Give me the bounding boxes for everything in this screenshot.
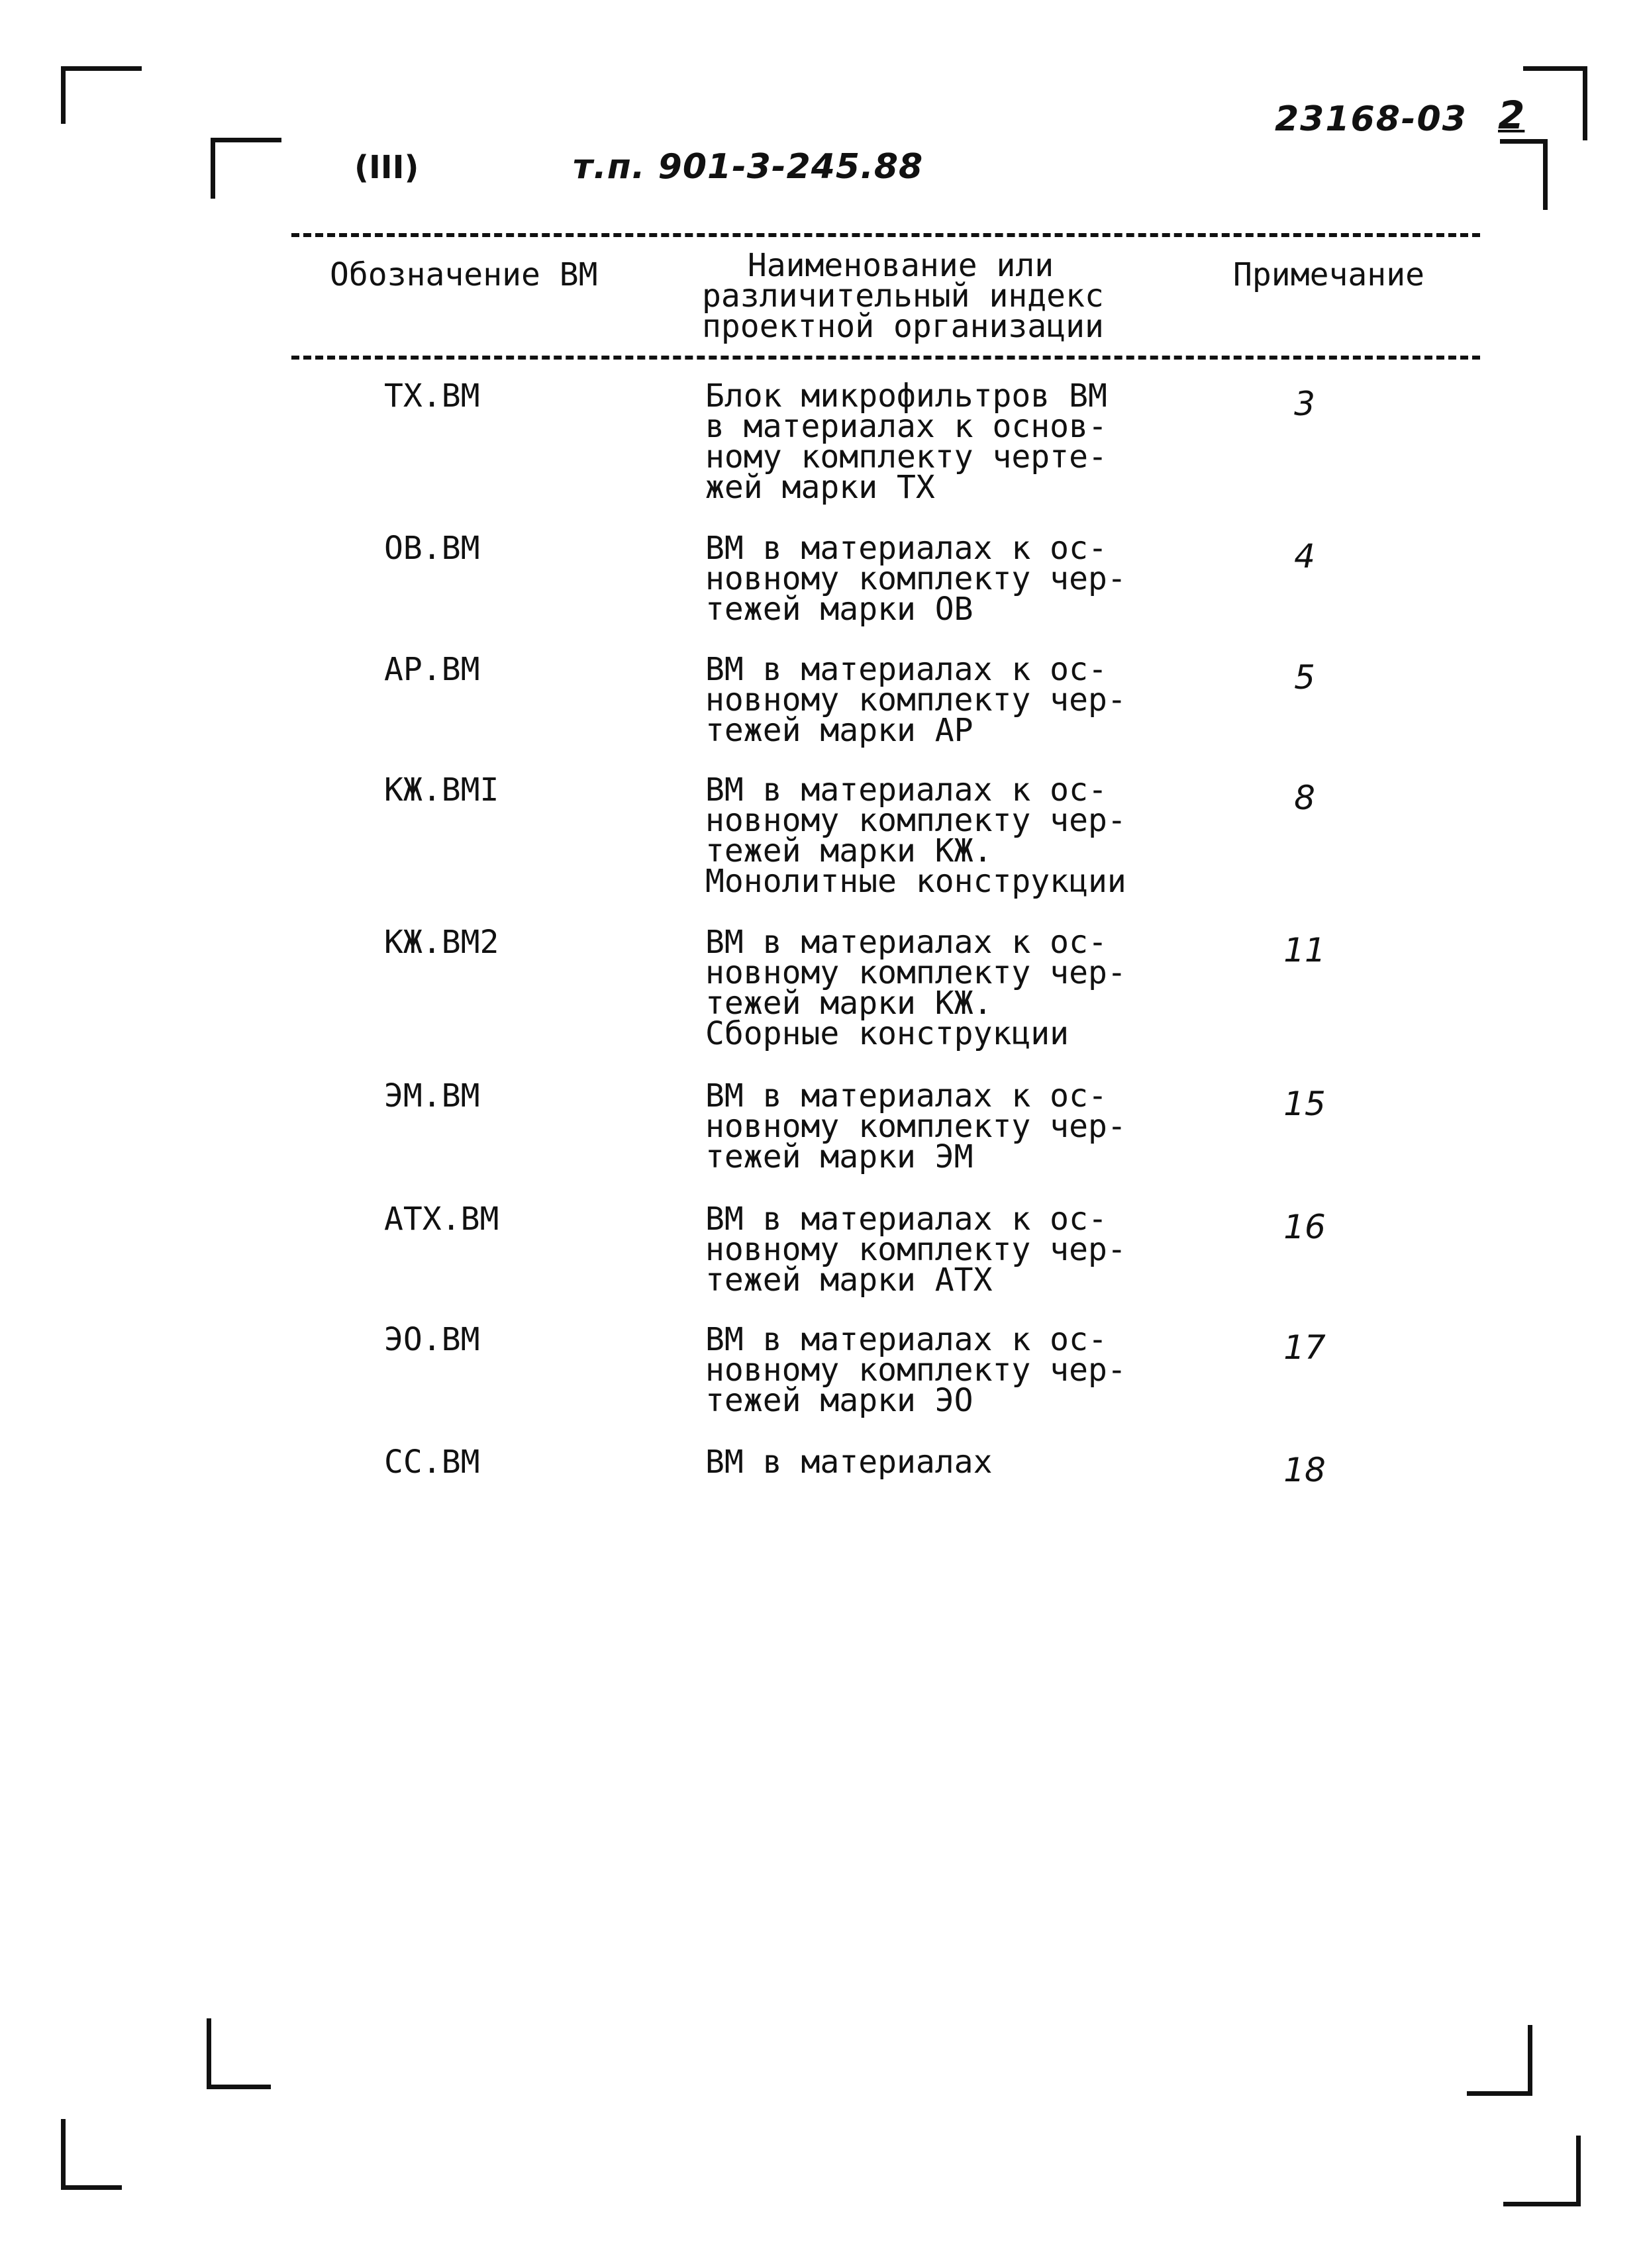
table-header-rule [291,356,1480,360]
row-name: ВМ в материалах к ос- новному комплекту чер- тежей марки ОВ [705,530,1126,628]
row-designation: АТХ.ВМ [384,1201,499,1238]
document-code: 23168-03 [1275,99,1468,139]
corner-mark-bottom-left-outer [61,2119,122,2190]
row-designation: СС.ВМ [384,1444,480,1481]
row-name: ВМ в материалах к ос- новному комплекту чер- тежей марки АТХ [705,1201,1126,1299]
row-designation: АР.ВМ [384,651,480,688]
row-designation: ОВ.ВМ [384,530,480,567]
row-designation: КЖ.ВМI [384,771,499,809]
corner-mark-top-right-inner [1500,139,1548,210]
row-note: 16 [1283,1208,1326,1246]
column-header-name: Наименование или различительный индекс проектной организации [702,247,1104,345]
row-note: 3 [1294,385,1315,423]
row-designation: ЭМ.ВМ [384,1077,480,1114]
row-name: Блок микрофильтров ВМ в материалах к основ- ному комплекту черте- жей марки ТХ [705,377,1107,506]
corner-mark-bottom-right-inner [1467,2025,1532,2096]
project-code: т.п. 901-3-245.88 [573,147,924,187]
row-name: ВМ в материалах к ос- новному комплекту чер- тежей марки ЭО [705,1321,1126,1419]
row-name: ВМ в материалах к ос- новному комплекту чер- тежей марки КЖ. Монолитные конструкции [705,771,1126,900]
row-note: 17 [1283,1328,1326,1367]
row-designation: ТХ.ВМ [384,377,480,415]
row-note: 5 [1294,658,1315,697]
row-name: ВМ в материалах к ос- новному комплекту чер- тежей марки КЖ. Сборные конструкции [705,924,1126,1052]
row-note: 18 [1283,1451,1326,1489]
corner-mark-top-right-outer [1523,66,1587,140]
row-note: 8 [1294,779,1315,817]
column-header-designation: Обозначение ВМ [330,256,598,293]
row-name: ВМ в материалах [705,1444,993,1481]
row-name: ВМ в материалах к ос- новному комплекту чер- тежей марки ЭМ [705,1077,1126,1175]
row-designation: КЖ.ВМ2 [384,924,499,961]
corner-mark-bottom-right-outer [1503,2136,1581,2206]
row-note: 11 [1283,931,1326,969]
corner-mark-bottom-left-inner [207,2018,271,2089]
corner-mark-top-left-outer [61,66,142,124]
corner-mark-top-left-inner [211,138,281,199]
column-header-note: Примечание [1233,256,1424,293]
row-name: ВМ в материалах к ос- новному комплекту чер- тежей марки АР [705,651,1126,749]
sheet-mark: (III) [354,149,419,186]
table-top-rule [291,233,1480,237]
row-note: 4 [1294,537,1315,575]
page-number: 2 [1498,93,1525,138]
row-designation: ЭО.ВМ [384,1321,480,1358]
row-note: 15 [1283,1085,1326,1123]
